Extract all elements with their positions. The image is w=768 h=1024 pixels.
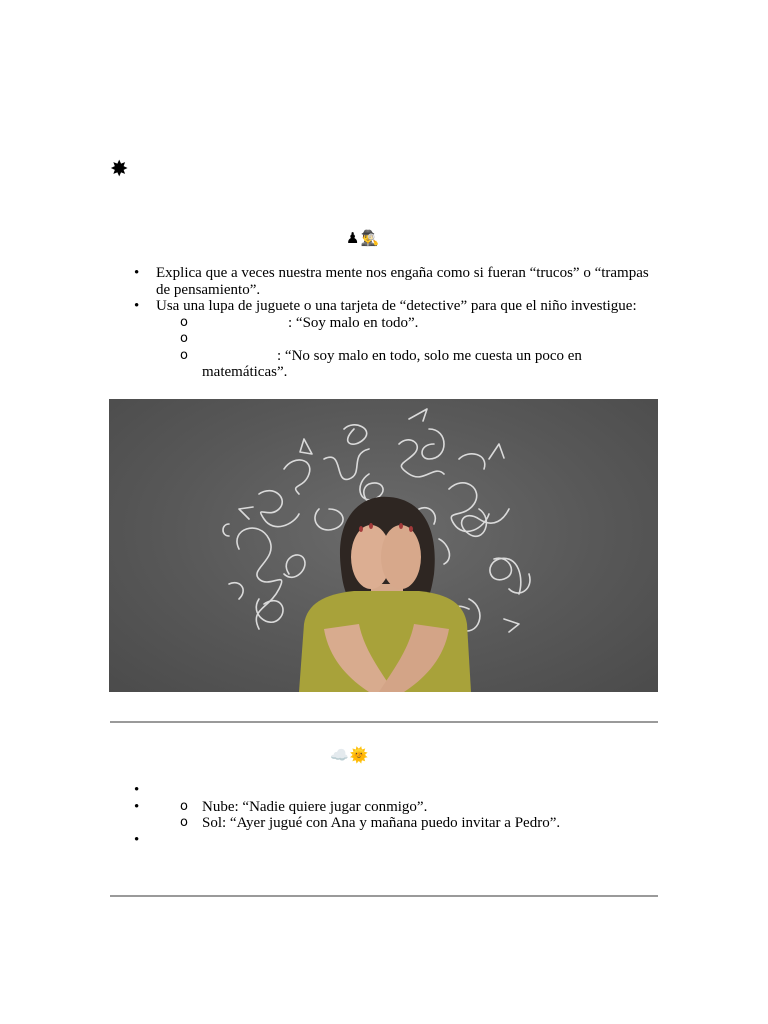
section2-heading-icons: ☁️🌞 — [330, 746, 370, 764]
bullet-text: Usa una lupa de juguete o una tarjeta de “detective” para que el niño investigue: — [156, 298, 637, 314]
bullet-text: Explica que a veces nuestra mente nos engaña como si fueran “trucos” o “trampas de pensamiento”. — [156, 265, 649, 298]
circle-bullet-icon: o — [180, 314, 188, 330]
list-item — [180, 347, 666, 381]
section1-list — [134, 265, 666, 381]
list-item — [134, 798, 666, 832]
person-covering-face-with-scribbles-image — [109, 399, 658, 692]
sub-item-text: : “No soy malo en todo, solo me cuesta un poco en matemáticas”. — [202, 347, 582, 380]
horizontal-rule — [110, 895, 658, 897]
list-item — [180, 815, 666, 832]
list-item — [180, 314, 666, 332]
circle-bullet-icon: o — [180, 815, 188, 830]
circle-bullet-icon: o — [180, 347, 188, 363]
list-item — [134, 298, 666, 381]
section1-heading-icons: ♟🕵️‍♂️ — [346, 229, 381, 247]
circle-bullet-icon: o — [180, 798, 188, 814]
list-item — [180, 331, 666, 348]
bullet-icon: • — [134, 831, 140, 848]
horizontal-rule — [110, 721, 658, 723]
bullet-icon: • — [134, 782, 140, 798]
bullet-icon: • — [134, 298, 140, 314]
bullet-icon: • — [134, 265, 140, 281]
section2-sublist — [180, 798, 666, 832]
badge-icon: ✸ — [110, 157, 129, 182]
list-item — [134, 782, 666, 799]
section1-sublist — [180, 314, 666, 381]
sub-item-text: Nube: “Nadie quiere jugar conmigo”. — [202, 798, 428, 815]
list-item — [134, 831, 666, 849]
bullet-icon: • — [134, 798, 140, 815]
list-item — [180, 798, 666, 816]
list-item — [134, 265, 666, 298]
sub-item-text: Sol: “Ayer jugué con Ana y mañana puedo invitar a Pedro”. — [202, 815, 561, 831]
sub-item-text: : “Soy malo en todo”. — [288, 314, 419, 331]
circle-bullet-icon: o — [180, 331, 188, 346]
section2-list — [134, 782, 666, 848]
